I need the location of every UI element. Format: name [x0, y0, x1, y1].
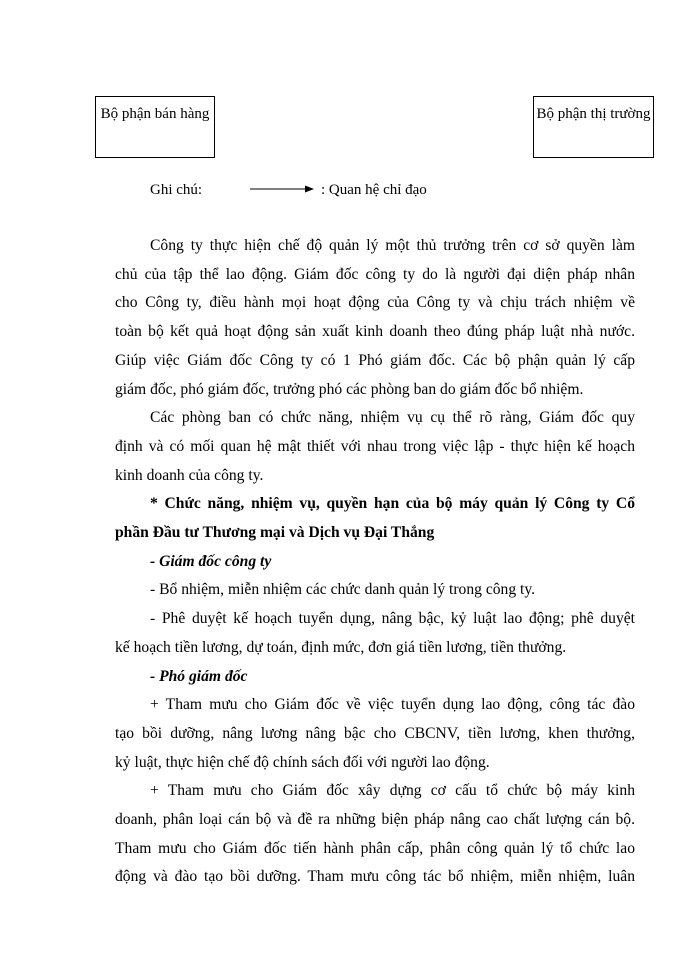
paragraph-line: Các phòng ban có chức năng, nhiệm vụ cụ thể rõ ràng, Giám đốc quy — [150, 409, 635, 427]
org-box-market — [533, 96, 654, 158]
paragraph-line: động và đào tạo bồi dưỡng. Tham mưu công tác bổ nhiệm, miễn nhiệm, luân — [115, 868, 635, 886]
legend-label: Ghi chú: — [150, 182, 203, 198]
list-item: - Phê duyệt kế hoạch tuyển dụng, nâng bậc, kỷ luật lao động; phê duyệt — [150, 610, 635, 628]
paragraph-line: kinh doanh của công ty. — [115, 466, 264, 484]
paragraph-line: Tham mưu cho Giám đốc tiến hành phân cấp, phân công quản lý tổ chức lao — [115, 839, 635, 857]
director-title: - Giám đốc công ty — [150, 552, 272, 570]
org-box-sales — [95, 96, 215, 158]
section-heading: * Chức năng, nhiệm vụ, quyền hạn của bộ máy quản lý Công ty Cổ — [150, 495, 635, 513]
paragraph-line: định và có mối quan hệ mật thiết với nhau trong việc lập - thực hiện kế hoạch — [115, 437, 635, 455]
deputy-title: - Phó giám đốc — [150, 667, 248, 685]
org-box-market-label: Bộ phận thị trường — [536, 106, 651, 122]
legend-text: : Quan hệ chỉ đạo — [321, 182, 427, 198]
section-heading: phần Đầu tư Thương mại và Dịch vụ Đại Thắng — [115, 524, 435, 542]
paragraph-line: + Tham mưu cho Giám đốc xây dựng cơ cấu tổ chức bộ máy kinh — [150, 782, 635, 800]
paragraph-line: + Tham mưu cho Giám đốc về việc tuyển dụng lao động, công tác đào — [150, 696, 635, 714]
legend — [150, 180, 550, 200]
paragraph-line: toàn bộ kết quả hoạt động sản xuất kinh doanh theo đúng pháp luật nhà nước. — [115, 323, 635, 341]
paragraph-line: giám đốc, phó giám đốc, trưởng phó các phòng ban do giám đốc bổ nhiệm. — [115, 380, 584, 398]
list-item: - Bổ nhiệm, miễn nhiệm các chức danh quản lý trong công ty. — [150, 581, 536, 599]
list-item: kế hoạch tiền lương, dự toán, định mức, đơn giá tiền lương, tiền thưởng. — [115, 638, 567, 656]
paragraph-line: kỷ luật, thực hiện chế độ chính sách đối với người lao động. — [115, 753, 490, 771]
org-box-sales-label: Bộ phận bán hàng — [100, 106, 210, 122]
right-arrow-icon — [250, 183, 314, 195]
paragraph-line: tạo bồi dưỡng, nâng lương nâng bậc cho CBCNV, tiền lương, khen thưởng, — [115, 724, 635, 742]
paragraph-line: chủ của tập thể lao động. Giám đốc công ty do là người đại diện pháp nhân — [115, 265, 635, 283]
document-body — [115, 232, 635, 892]
paragraph-line: Giúp việc Giám đốc Công ty có 1 Phó giám đốc. Các bộ phận quản lý cấp — [115, 351, 635, 369]
paragraph-line: Công ty thực hiện chế độ quản lý một thủ trưởng trên cơ sở quyền làm — [150, 237, 635, 254]
paragraph-line: cho Công ty, điều hành mọi hoạt động của Công ty và chịu trách nhiệm về — [115, 294, 635, 312]
paragraph-line: doanh, phân loại cán bộ và đề ra những biện pháp nâng cao chất lượng cán bộ. — [115, 811, 635, 829]
